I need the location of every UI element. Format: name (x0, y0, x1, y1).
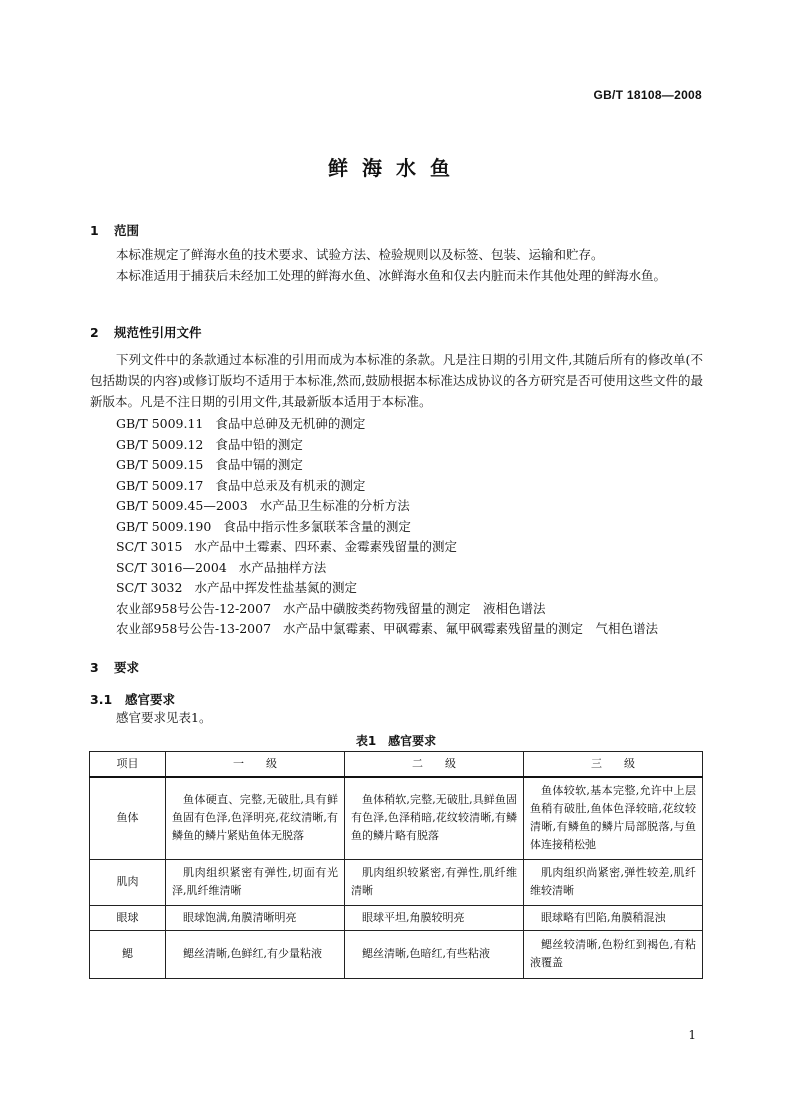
standard-number: GB/T 18108—2008 (593, 88, 702, 102)
table-row (90, 930, 703, 978)
reference-code: SC/T 3016—2004 (116, 559, 227, 575)
row-label: 鳃 (90, 930, 166, 978)
reference-name: 水产品中土霉素、四环素、金霉素残留量的测定 (194, 539, 457, 554)
reference-item (116, 558, 658, 579)
column-header: 项目 (90, 752, 166, 778)
paragraph: 下列文件中的条款通过本标准的引用而成为本标准的条款。凡是注日期的引用文件,其随后所有的修改单(不包括勘误的内容)或修订版均不适用于本标准,然而,鼓励根据本标准达成协议的各方研究是否可使用这些文件的最新版本。凡是不注日期的引用文件,其最新版本适用于本标准。 (90, 352, 703, 409)
reference-code: 农业部958号公告-13-2007 (116, 621, 272, 636)
reference-item (116, 537, 658, 558)
reference-item (116, 599, 658, 620)
row-label: 鱼体 (90, 777, 166, 859)
reference-code: GB/T 5009.190 (116, 518, 212, 534)
reference-name: 水产品抽样方法 (238, 559, 327, 575)
reference-code: GB/T 5009.15 (116, 457, 204, 472)
page-number: 1 (688, 1028, 696, 1042)
reference-item (116, 476, 658, 497)
reference-code: GB/T 5009.45—2003 (116, 498, 248, 513)
section-3-1-body (90, 707, 703, 728)
section-number: 1 (90, 223, 99, 238)
sensory-requirements-table (89, 751, 703, 979)
reference-name: 食品中总汞及有机汞的测定 (215, 477, 366, 493)
table-cell: 肌肉组织尚紧密,弹性较差,肌纤维较清晰 (524, 859, 703, 905)
table-cell: 鳃丝清晰,色鲜红,有少量粘液 (166, 930, 345, 978)
reference-code: GB/T 5009.17 (116, 477, 204, 493)
table-cell: 肌肉组织紧密有弹性,切面有光泽,肌纤维清晰 (166, 859, 345, 905)
reference-item (116, 517, 658, 538)
table-row (90, 859, 703, 905)
section-number: 2 (90, 325, 99, 340)
section-number: 3 (90, 660, 99, 675)
reference-item (116, 435, 658, 456)
section-3-1-heading (90, 690, 175, 708)
column-header: 三 级 (524, 752, 703, 778)
reference-name: 水产品卫生标准的分析方法 (259, 498, 410, 513)
table-cell: 肌肉组织较紧密,有弹性,肌纤维清晰 (345, 859, 524, 905)
reference-list (116, 414, 658, 640)
reference-item (116, 414, 658, 435)
section-2-intro (90, 349, 703, 412)
reference-code: 农业部958号公告-12-2007 (116, 600, 272, 616)
table-header-row (90, 752, 703, 778)
table-cell: 眼球饱满,角膜清晰明亮 (166, 905, 345, 930)
table-row (90, 777, 703, 859)
section-title: 规范性引用文件 (114, 325, 202, 340)
section-title: 范围 (114, 223, 140, 238)
reference-name: 食品中指示性多氯联苯含量的测定 (223, 518, 411, 534)
table-cell: 鱼体稍软,完整,无破肚,具鲜鱼固有色泽,色泽稍暗,花纹较清晰,有鳞鱼的鳞片略有脱落 (345, 777, 524, 859)
section-2-heading (90, 323, 202, 341)
paragraph: 感官要求见表1。 (116, 710, 212, 725)
reference-name: 食品中总砷及无机砷的测定 (215, 416, 366, 431)
reference-code: GB/T 5009.11 (116, 416, 204, 431)
reference-item (116, 455, 658, 476)
section-title: 感官要求 (125, 692, 176, 707)
reference-name: 水产品中磺胺类药物残留量的测定 液相色谱法 (283, 600, 546, 616)
reference-code: SC/T 3015 (116, 539, 183, 554)
table-cell: 鳃丝较清晰,色粉红到褐色,有粘液覆盖 (524, 930, 703, 978)
section-title: 要求 (114, 660, 140, 675)
section-3-heading (90, 658, 139, 676)
reference-code: SC/T 3032 (116, 580, 183, 595)
table-row (90, 905, 703, 930)
reference-item (116, 578, 658, 599)
reference-item (116, 619, 658, 640)
reference-name: 食品中铅的测定 (215, 436, 303, 452)
column-header: 一 级 (166, 752, 345, 778)
reference-name: 水产品中挥发性盐基氮的测定 (194, 580, 357, 595)
section-1-heading (90, 221, 139, 239)
row-label: 眼球 (90, 905, 166, 930)
row-label: 肌肉 (90, 859, 166, 905)
section-1-body (90, 244, 703, 286)
reference-name: 水产品中氯霉素、甲砜霉素、氟甲砜霉素残留量的测定 气相色谱法 (283, 621, 659, 636)
paragraph: 本标准适用于捕获后未经加工处理的鲜海水鱼、冰鲜海水鱼和仅去内脏而未作其他处理的鲜海水鱼。 (116, 268, 667, 283)
document-title: 鲜海水鱼 (328, 156, 464, 180)
table-cell: 鱼体较软,基本完整,允许中上层鱼稍有破肚,鱼体色泽较暗,花纹较清晰,有鳞鱼的鳞片局部脱落,与鱼体连接稍松弛 (524, 777, 703, 859)
table-cell: 眼球平坦,角膜较明亮 (345, 905, 524, 930)
table-cell: 鳃丝清晰,色暗红,有些粘液 (345, 930, 524, 978)
table-cell: 鱼体硬直、完整,无破肚,具有鲜鱼固有色泽,色泽明亮,花纹清晰,有鳞鱼的鳞片紧贴鱼体无脱落 (166, 777, 345, 859)
paragraph: 本标准规定了鲜海水鱼的技术要求、试验方法、检验规则以及标签、包装、运输和贮存。 (116, 247, 604, 262)
section-number: 3.1 (90, 692, 113, 707)
reference-code: GB/T 5009.12 (116, 436, 204, 452)
table-cell: 眼球略有凹陷,角膜稍混浊 (524, 905, 703, 930)
column-header: 二 级 (345, 752, 524, 778)
reference-item (116, 496, 658, 517)
reference-name: 食品中镉的测定 (215, 457, 303, 472)
table-caption: 表1 感官要求 (355, 734, 437, 748)
